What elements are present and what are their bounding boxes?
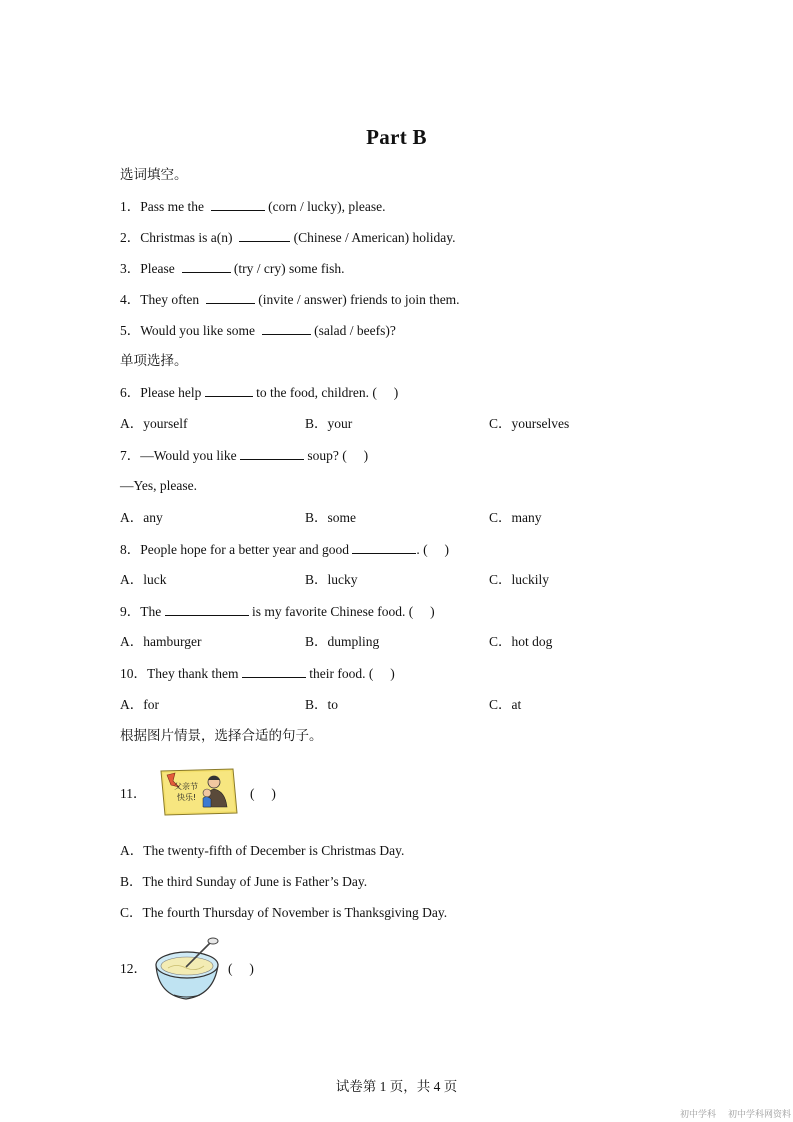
- question-10-option-a: A．for: [120, 697, 159, 712]
- question-4-stem-start: 4．They often: [120, 292, 203, 307]
- question-11-answer-parens: ( ): [250, 786, 276, 801]
- question-7-option-c: C．many: [489, 510, 542, 525]
- question-10: [120, 664, 395, 683]
- question-7-response: —Yes, please.: [120, 478, 197, 493]
- question-5-stem-end: (salad / beefs)?: [310, 323, 396, 338]
- fathers-day-card-image: [157, 767, 239, 817]
- watermark-left: 初中学科: [680, 1109, 717, 1119]
- question-6-option-c: C．yourselves: [489, 416, 570, 431]
- question-6-option-a: A．yourself: [120, 416, 188, 431]
- question-9-option-c: C．hot dog: [489, 634, 553, 649]
- question-5-stem-start: 5．Would you like some: [120, 323, 259, 338]
- question-4-stem-end: (invite / answer) friends to join them.: [254, 292, 460, 307]
- question-8-stem-end: . ( ): [416, 542, 450, 557]
- answer-blank: [240, 446, 304, 460]
- question-12-answer-parens: ( ): [228, 961, 254, 976]
- question-9-option-a: A．hamburger: [120, 634, 202, 649]
- answer-blank: [211, 197, 265, 211]
- question-8-option-c: C．luckily: [489, 572, 549, 587]
- question-11-option-b: B．The third Sunday of June is Father’s Day.: [120, 874, 368, 889]
- question-4: [120, 290, 460, 309]
- question-8-option-a: A．luck: [120, 572, 167, 587]
- question-6: [120, 383, 398, 402]
- page-footer: 试卷第 1 页，共 4 页: [335, 1079, 458, 1094]
- question-2-stem-start: 2．Christmas is a(n): [120, 230, 236, 245]
- question-3-stem-start: 3．Please: [120, 261, 179, 276]
- answer-blank: [239, 228, 290, 242]
- question-7-stem-start: 7．—Would you like: [120, 448, 241, 463]
- question-10-option-c: C．at: [489, 697, 522, 712]
- watermark-right: 初中学科网资料: [728, 1109, 792, 1119]
- answer-blank: [352, 540, 416, 554]
- question-3: [120, 259, 344, 278]
- question-2: [120, 228, 455, 247]
- question-11-option-a: A．The twenty-fifth of December is Christmas Day.: [120, 843, 405, 858]
- section-heading-fill-blank: 选词填空。: [120, 167, 188, 182]
- question-8: [120, 540, 449, 559]
- question-11-option-c: C．The fourth Thursday of November is Thanksgiving Day.: [120, 905, 448, 920]
- question-9-stem-start: 9．The: [120, 604, 165, 619]
- answer-blank: [262, 321, 311, 335]
- card-greeting-line-1: 父亲节: [174, 782, 198, 791]
- question-9-stem-end: is my favorite Chinese food. ( ): [248, 604, 435, 619]
- card-greeting-line-2: 快乐!: [177, 793, 197, 802]
- question-3-stem-end: (try / cry) some fish.: [230, 261, 345, 276]
- question-5: [120, 321, 396, 340]
- question-8-option-b: B．lucky: [305, 572, 358, 587]
- question-10-stem-end: their food. ( ): [305, 666, 395, 681]
- answer-blank: [206, 290, 255, 304]
- question-8-stem-start: 8．People hope for a better year and good: [120, 542, 353, 557]
- question-9-option-b: B．dumpling: [305, 634, 380, 649]
- question-7: [120, 446, 368, 465]
- answer-blank: [205, 383, 253, 397]
- bowl-of-food-image: [152, 935, 224, 1003]
- question-10-stem-start: 10．They thank them: [120, 666, 242, 681]
- answer-blank: [182, 259, 231, 273]
- question-10-option-b: B．to: [305, 697, 339, 712]
- question-7-stem-end: soup? ( ): [304, 448, 369, 463]
- question-1: [120, 197, 385, 216]
- question-7-option-a: A．any: [120, 510, 163, 525]
- question-6-stem-start: 6．Please help: [120, 385, 205, 400]
- question-11-number: 11．: [120, 786, 147, 801]
- page-title: Part B: [366, 125, 427, 149]
- question-7-option-b: B．some: [305, 510, 357, 525]
- section-heading-multiple-choice: 单项选择。: [120, 353, 188, 368]
- question-12-number: 12．: [120, 961, 147, 976]
- question-6-stem-end: to the food, children. ( ): [252, 385, 399, 400]
- question-9: [120, 602, 435, 621]
- answer-blank: [242, 664, 306, 678]
- question-1-stem-start: 1．Pass me the: [120, 199, 208, 214]
- question-1-stem-end: (corn / lucky), please.: [264, 199, 386, 214]
- question-6-option-b: B．your: [305, 416, 353, 431]
- question-2-stem-end: (Chinese / American) holiday.: [290, 230, 456, 245]
- section-heading-picture-choice: 根据图片情景，选择合适的句子。: [120, 728, 323, 743]
- answer-blank: [165, 602, 249, 616]
